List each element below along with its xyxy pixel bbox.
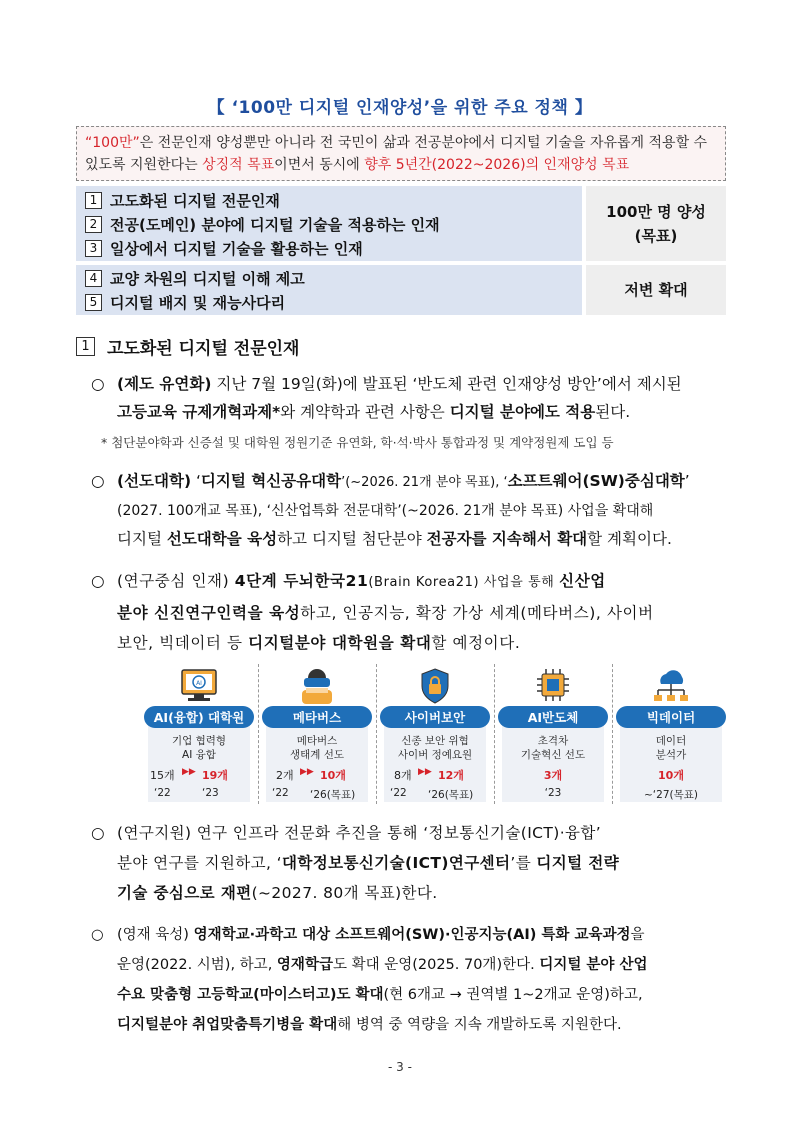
card-description [616,734,726,762]
count-to: 12개 [438,769,464,782]
paragraph-bold: 영재학교·과학고 대상 소프트웨어(SW)·인공지능(AI) 특화 교육과정 [193,927,631,943]
card-heading: AI(융합) 대학원 [144,706,254,728]
year-target: ‘23 [544,787,562,799]
paragraph-label: (선도대학) [117,472,192,490]
paragraph-research-support [91,818,731,908]
target-number: 2 [85,216,102,233]
target-number: 1 [85,192,102,209]
paragraph-text: 하고 디지털 첨단분야 [277,530,427,548]
paragraph-bold: 소프트웨어(SW)중심대학 [507,472,685,490]
note-quote: “100만” [85,135,140,151]
paragraph-bold: 선도대학을 육성 [166,530,278,548]
paragraph-text: 연구 인프라 전문화 추진을 통해 ‘정보통신기술(ICT)·융합’ [191,824,602,842]
paragraph-text: ’ [684,472,690,490]
arrow-icon: ▶▶ [418,767,432,777]
paragraph-bold: 전공자를 지속해서 확대 [426,530,588,548]
shield-lock-icon [410,666,460,706]
paragraph-text: ‘ [191,472,201,490]
target-goal-2: 저변 확대 [586,265,726,315]
count-from: 8개 [394,769,412,782]
year-from: ‘22 [272,787,289,799]
target-label: 일상에서 디지털 기술을 활용하는 인재 [110,239,363,258]
target-row [76,212,582,236]
paragraph-bold: 신산업 [559,572,606,590]
card-description [144,734,254,762]
svg-text:AI: AI [196,680,202,687]
paragraph-label: (연구중심 인재) [117,572,230,590]
count-to: 10개 [320,769,346,782]
vr-headset-icon [292,666,342,706]
goal-line-1: 100만 명 양성 [606,202,706,221]
target-number: 4 [85,270,102,287]
arrow-icon: ▶▶ [300,767,314,777]
divider [376,664,377,804]
paragraph-text: 해 병역 중 역량을 지속 개발하도록 지원한다. [337,1017,622,1033]
paragraph-text: (현 6개교 → 권역별 1~2개교 운영)하고, [383,987,643,1003]
paragraph-bold: 영재학급 [276,957,333,973]
bullet-icon: ○ [91,572,106,590]
desc-line: 기업 협력형 [171,735,227,747]
paragraph-text: (~2027. 80개 목표)한다. [251,884,438,902]
note-text-1: 은 전문인재 양성뿐만 아니라 전 국민이 삶과 전공분야에서 디지털 기술을 자유롭게 적용할 수 있도록 지원한다는 [85,135,708,173]
paragraph-label: (제도 유연화) [117,375,212,393]
info-card-big-data [616,664,726,804]
paragraph-text: 지난 7월 19일(화)에 발표된 ‘반도체 관련 인재양성 방안’에서 제시된 [211,375,682,393]
section-heading [76,334,299,359]
paragraph-bold: 대학정보통신기술(ICT)연구센터 [282,854,511,872]
paragraph-bold: 디지털분야 취업맞춤특기병을 확대 [117,1017,338,1033]
divider [612,664,613,804]
count-target: 10개 [658,769,684,782]
target-row [76,266,582,290]
note-text-2: 이면서 동시에 [274,157,365,173]
note-highlight-1: 상징적 목표 [202,157,275,173]
info-card-cyber-security [380,664,490,804]
goal-line-2: (목표) [634,226,678,245]
target-number: 5 [85,294,102,311]
target-label: 디지털 배지 및 재능사다리 [110,293,286,312]
target-goal-1 [586,186,726,261]
target-group-2 [76,265,582,315]
paragraph-research-talent [91,566,731,658]
note-highlight-2: 향후 5년간(2022~2026)의 인재양성 목표 [364,157,630,173]
ai-monitor-icon [174,666,224,706]
desc-line: 신종 보안 위협 [401,735,469,747]
footnote: * 첨단분야학과 신증설 및 대학원 정원기준 유연화, 학·석·박사 통합과정 및 계약정원제 도입 등 [101,435,614,450]
card-description [380,734,490,762]
paragraph-text: 디지털 [117,530,167,548]
section-number: 1 [76,337,95,356]
year-target: ~‘27(목표) [644,789,698,801]
paragraph-text: ’를 [510,854,537,872]
desc-line: 초격차 [537,735,569,747]
paragraph-text: 분야 연구를 지원하고, ‘ [117,854,282,872]
paragraph-text: 할 계획이다. [587,530,672,548]
summary-note-box [76,126,726,181]
section-title: 고도화된 디지털 전문인재 [107,339,300,359]
paragraph-gifted-education [91,920,731,1040]
bullet-icon: ○ [91,824,105,842]
paragraph-bold: 4단계 두뇌한국21 [234,572,369,590]
paragraph-text: 와 계약학과 관련 사항은 [280,403,450,421]
paragraph-bold: 분야 신진연구인력을 육성 [117,604,301,622]
card-heading: 사이버보안 [380,706,490,728]
paragraph-bold: 디지털 혁신공유대학 [200,472,342,490]
target-row [76,188,582,212]
desc-line: 사이버 정예요원 [397,749,473,761]
card-heading: 빅데이터 [616,706,726,728]
count-to: 19개 [202,769,228,782]
paragraph-bold: 디지털 분야에도 적용 [449,403,596,421]
target-row [76,290,582,314]
page-title: 【 ‘100만 디지털 인재양성’을 위한 주요 정책 】 [207,98,593,118]
target-group-1 [76,186,582,261]
bullet-icon: ○ [91,472,105,490]
year-to: ‘26(목표) [428,789,474,801]
card-heading: 메타버스 [262,706,372,728]
paragraph-text: 하고, 인공지능, 확장 가상 세계(메타버스), 사이버 [300,604,654,622]
paragraph-text: 보안, 빅데이터 등 [117,634,249,652]
year-to: ‘26(목표) [310,789,356,801]
card-description [262,734,372,762]
target-number: 3 [85,240,102,257]
desc-line: 분석가 [655,749,687,761]
count-target: 3개 [543,769,563,782]
desc-line: 메타버스 [296,735,338,747]
paragraph-label: (연구지원) [117,824,192,842]
year-from: ‘22 [390,787,407,799]
paragraph-bold: 디지털 분야 산업 [539,957,648,973]
desc-line: 기술혁신 선도 [520,749,586,761]
paragraph-text: 을 [630,927,645,943]
divider [258,664,259,804]
divider [494,664,495,804]
bullet-icon: ○ [91,927,104,943]
year-from: ‘22 [154,787,171,799]
card-heading: AI반도체 [498,706,608,728]
count-from: 2개 [276,769,294,782]
graduate-school-infographic [140,664,726,804]
paragraph-text: 운영(2022. 시범), 하고, [117,957,277,973]
arrow-icon: ▶▶ [182,767,196,777]
paragraph-text: 할 예정이다. [431,634,521,652]
count-from: 15개 [150,769,175,782]
paragraph-text: (Brain Korea21) 사업을 통해 [368,575,560,590]
paragraph-bold: 디지털분야 대학원을 확대 [248,634,432,652]
paragraph-text: ’(~2026. 21개 분야 목표), ‘ [341,475,508,490]
desc-line: AI 융합 [182,749,216,761]
paragraph-bold: 기술 중심으로 재편 [117,884,252,902]
page-number: - 3 - [388,1060,412,1074]
cloud-network-icon [646,666,696,706]
info-card-ai-graduate [144,664,254,804]
paragraph-label: (영재 육성) [117,927,189,943]
card-description [498,734,608,762]
paragraph-bold: 고등교육 규제개혁과제* [117,403,281,421]
target-row [76,236,582,260]
chip-icon [528,666,578,706]
target-label: 전공(도메인) 분야에 디지털 기술을 적용하는 인재 [110,215,440,234]
paragraph-bold: 디지털 전략 [536,854,620,872]
target-label: 고도화된 디지털 전문인재 [110,191,280,210]
paragraph-text: 된다. [595,403,631,421]
desc-line: 생태계 선도 [289,749,345,761]
year-to: ‘23 [202,787,219,799]
info-card-metaverse [262,664,372,804]
paragraph-text: 도 확대 운영(2025. 70개)한다. [332,957,540,973]
desc-line: 데이터 [655,735,687,747]
paragraph-regulation [91,370,731,426]
info-card-ai-semiconductor [498,664,608,804]
paragraph-leading-universities [91,467,731,553]
paragraph-text: (2027. 100개교 목표), ‘신산업특화 전문대학’(~2026. 21개 분야 목표) 사업을 확대해 [117,503,654,519]
bullet-icon: ○ [91,375,105,393]
target-label: 교양 차원의 디지털 이해 제고 [110,269,305,288]
paragraph-bold: 수요 맞춤형 고등학교(마이스터고)도 확대 [117,987,384,1003]
